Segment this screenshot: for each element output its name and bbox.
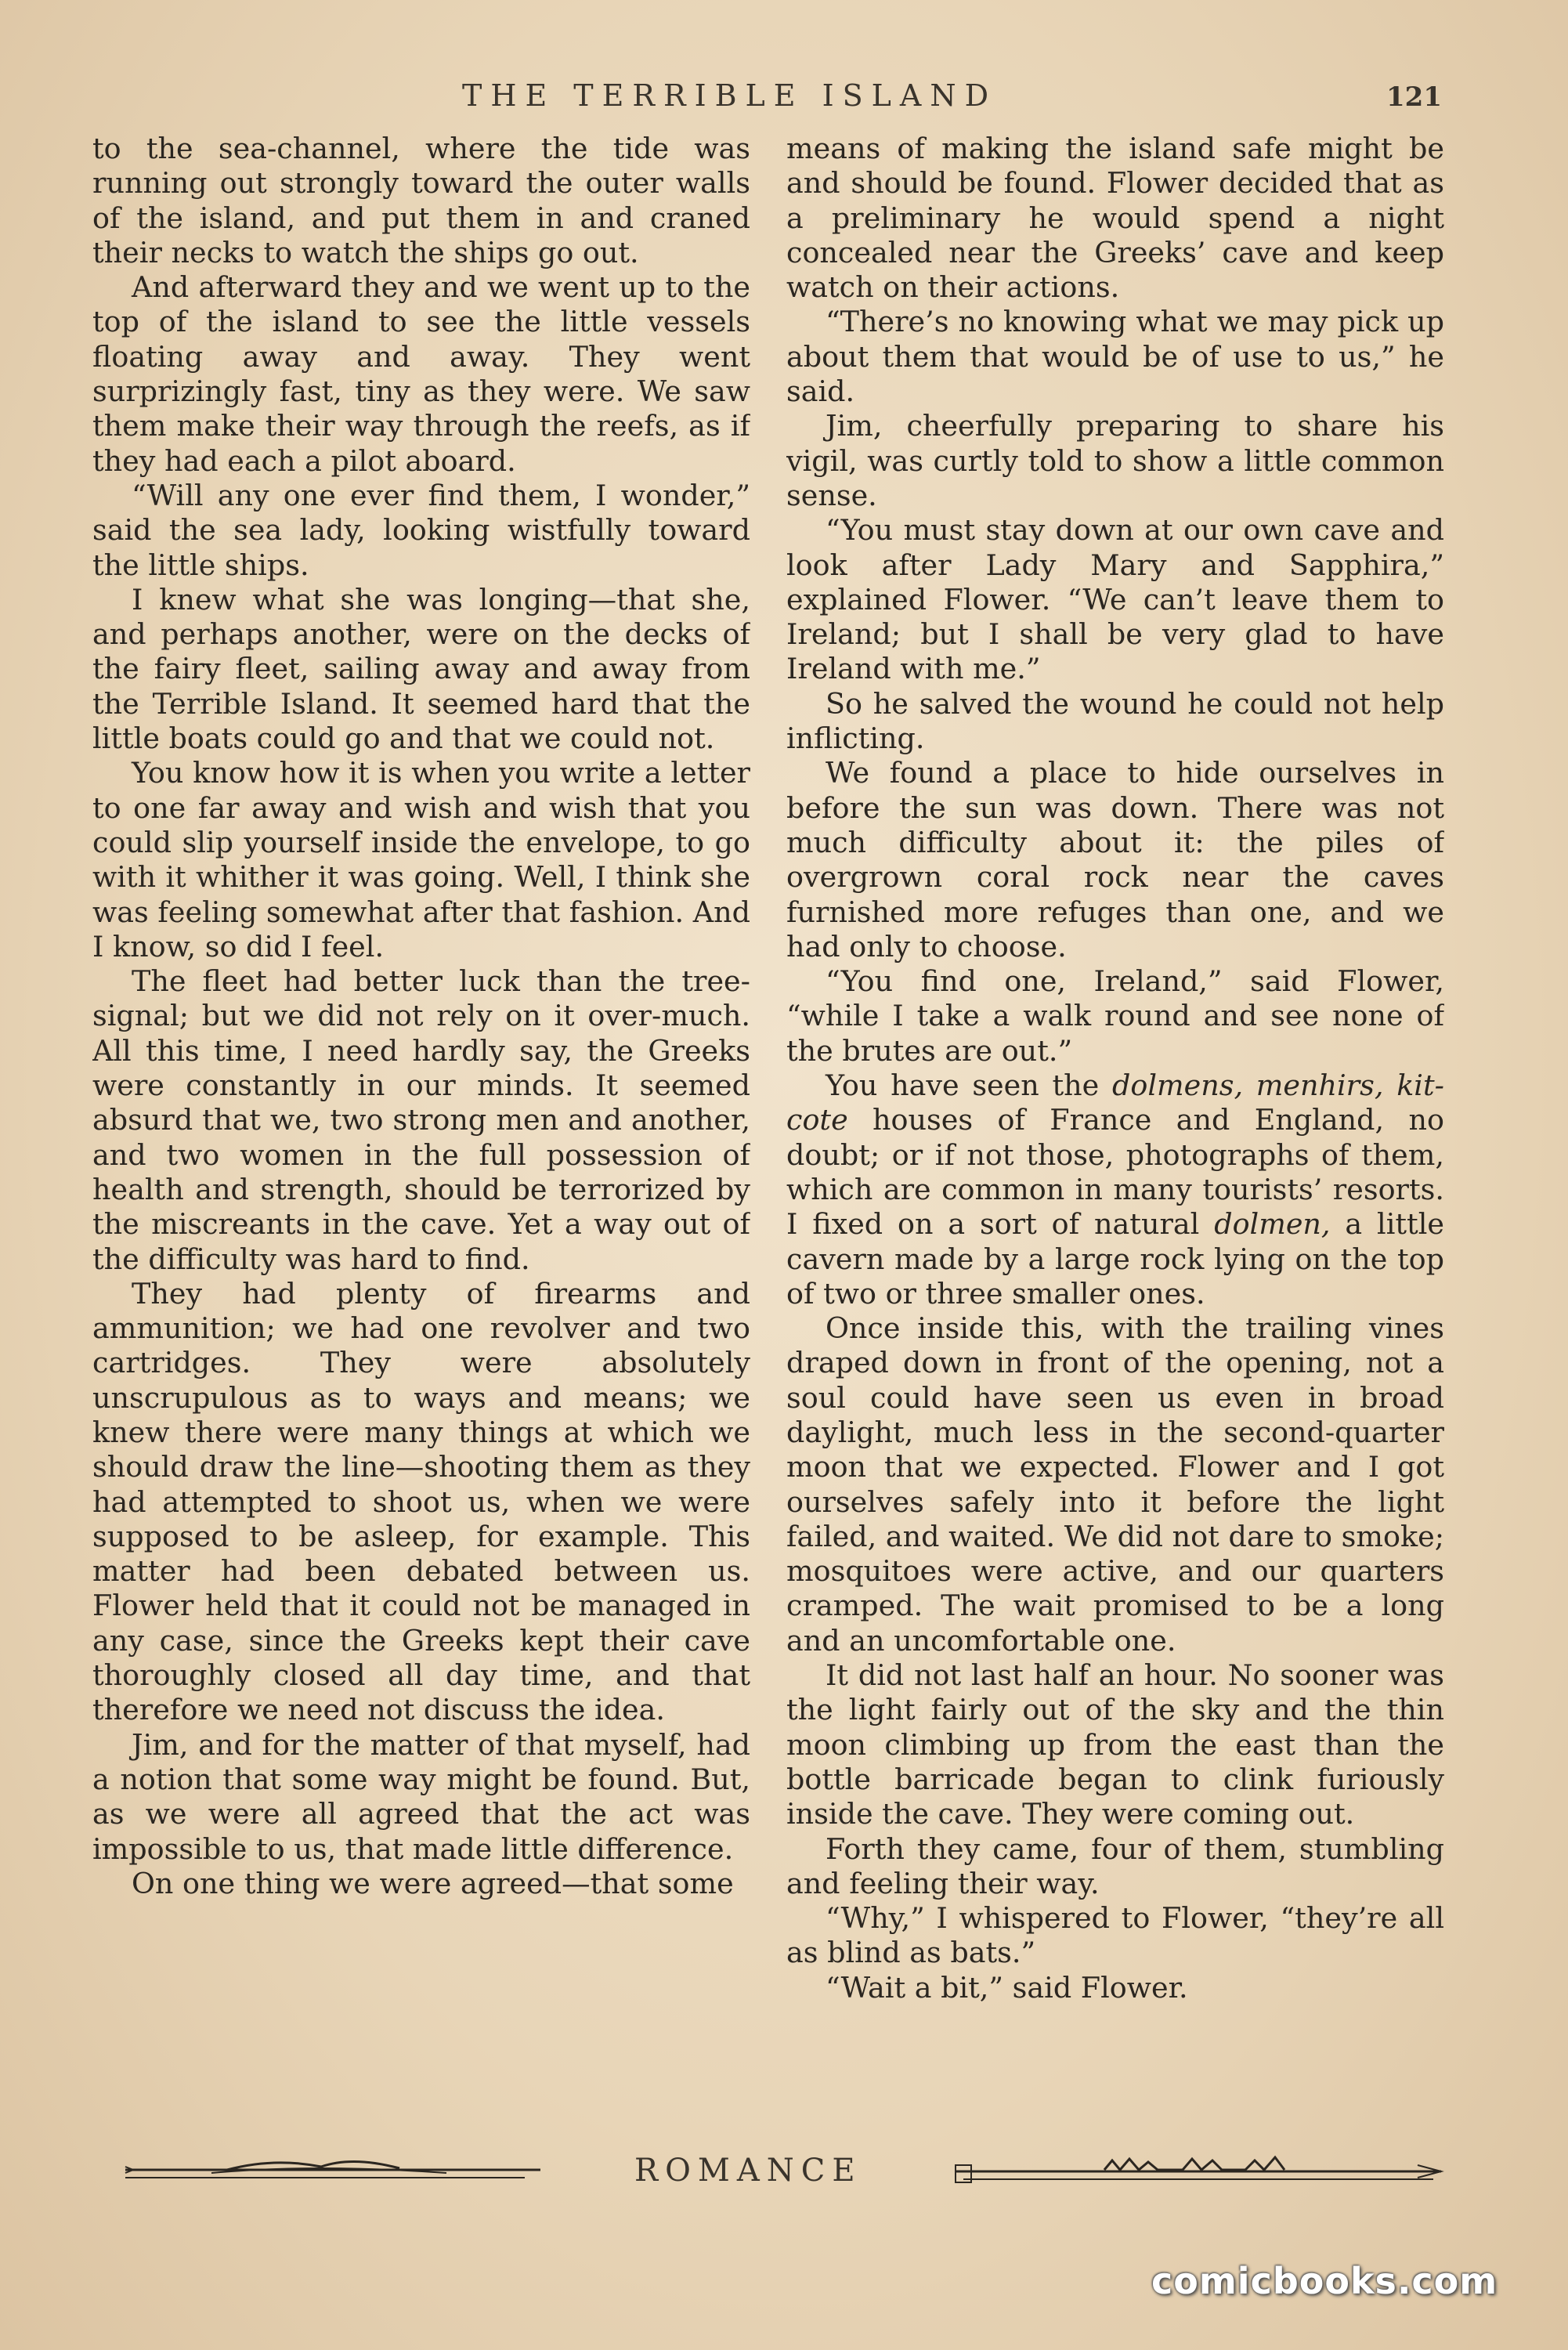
paragraph: “Will any one ever find them, I wonder,” said the sea lady, looking wistfully toward the little ships. — [92, 478, 750, 582]
footer-ornament-right — [948, 2146, 1449, 2193]
paragraph: They had plenty of firearms and ammunition; we had one revolver and two cartridges. They were absolutely unscrupulous as to ways and means; we knew there were many things at which we should draw the line—shooting them as they had attempted to shoot us, when we were supposed to be asleep, for example. This matter had been debated between us. Flower held that it could not be managed in any case, since the Greeks kept their cave thoroughly closed all day time, and that therefore we need not discuss the idea. — [92, 1276, 750, 1727]
text-run: You have seen the — [826, 1068, 1100, 1103]
paragraph: Jim, cheerfully preparing to share his vigil, was curtly told to show a little common sense. — [786, 409, 1444, 512]
watermark: comicbooks.com — [1151, 2260, 1498, 2302]
left-column — [92, 132, 750, 2106]
page-footer — [0, 2146, 1568, 2209]
paragraph: “You find one, Ireland,” said Flower, “while I take a walk round and see none of the brutes are out.” — [786, 964, 1444, 1068]
page-header — [0, 78, 1568, 118]
italic-term: dolmens, — [1111, 1068, 1244, 1103]
text-run: a little cavern made by a large rock lying on the top of two or three smaller ones. — [786, 1207, 1444, 1311]
paragraph: “Why,” I whispered to Flower, “they’re all as blind as bats.” — [786, 1901, 1444, 1970]
italic-term: dolmen, — [1214, 1207, 1331, 1242]
running-title: THE TERRIBLE ISLAND — [462, 78, 998, 113]
paragraph: On one thing we were agreed—that some — [132, 1866, 734, 1900]
paragraph: And afterward they and we went up to the top of the island to see the little vessels floating away and away. They went surprizingly fast, tiny as they were. We saw them make their way through the reefs, as if they had each a pilot aboard. — [92, 270, 750, 478]
italic-term: menhirs, — [1255, 1068, 1384, 1103]
paragraph: Jim, and for the matter of that myself, had a notion that some way might be found. But, as we were all agreed that the act was impossible to us, that made little difference. — [92, 1727, 750, 1866]
paragraph: “There’s no knowing what we may pick up about them that would be of use to us,” he said. — [786, 305, 1444, 409]
paragraph: Once inside this, with the trailing vines draped down in front of the opening, not a soul could have seen us even in broad daylight, much less in the second-quarter moon that we expected. Flower and I got ourselves safely into it before the light failed, and waited. We did not dare to smoke; mosquitoes were active, and our quarters cramped. The wait promised to be a long and an uncomfortable one. — [786, 1311, 1444, 1658]
footer-ornament-left — [117, 2146, 556, 2193]
magazine-title: ROMANCE — [634, 2153, 862, 2189]
text-run: houses of France and England, no doubt; or if not those, photographs of them, which are common in many tourists’ resorts. I fixed on a sort of natural — [786, 1103, 1444, 1242]
paragraph: It did not last half an hour. No sooner was the light fairly out of the sky and the thin moon climbing up from the east than the bottle barricade began to clink furiously inside the cave. They were coming out. — [786, 1658, 1444, 1831]
paragraph: means of making the island safe might be and should be found. Flower decided that as a preliminary he would spend a night concealed near the Greeks’ cave and keep watch on their actions. — [786, 132, 1444, 305]
italic-term: kit-cote — [786, 1068, 1444, 1137]
page-number: 121 — [1386, 81, 1442, 113]
paragraph: “Wait a bit,” said Flower. — [826, 1970, 1188, 2005]
paragraph: The fleet had better luck than the tree-signal; but we did not rely on it over-much. All this time, I need hardly say, the Greeks were constantly in our minds. It seemed absurd that we, two strong men and another, and two women in the full possession of health and strength, should be terrorized by the miscreants in the cave. Yet a way out of the difficulty was hard to find. — [92, 964, 750, 1276]
paragraph: “You must stay down at our own cave and look after Lady Mary and Sapphira,” explained Flower. “We can’t leave them to Ireland; but I shall be very glad to have Ireland with me.” — [786, 513, 1444, 686]
paragraph: So he salved the wound he could not help inflicting. — [786, 686, 1444, 756]
paragraph-with-italics — [786, 1068, 1444, 1311]
paragraph: I knew what she was longing—that she, and perhaps another, were on the decks of the fairy fleet, sailing away and away from the Terrible Island. It seemed hard that the little boats could go and that we could not. — [92, 582, 750, 756]
paragraph: We found a place to hide ourselves in before the sun was down. There was not much difficulty about it: the piles of overgrown coral rock near the caves furnished more refuges than one, and we had only to choose. — [786, 756, 1444, 964]
paragraph: to the sea-channel, where the tide was running out strongly toward the outer walls of the island, and put them in and craned their necks to watch the ships go out. — [92, 132, 750, 269]
right-column — [786, 132, 1444, 2106]
paragraph: You know how it is when you write a letter to one far away and wish and wish that you could slip yourself inside the envelope, to go with it whither it was going. Well, I think she was feeling somewhat after that fashion. And I know, so did I feel. — [92, 756, 750, 964]
paragraph: Forth they came, four of them, stumbling and feeling their way. — [786, 1831, 1444, 1900]
